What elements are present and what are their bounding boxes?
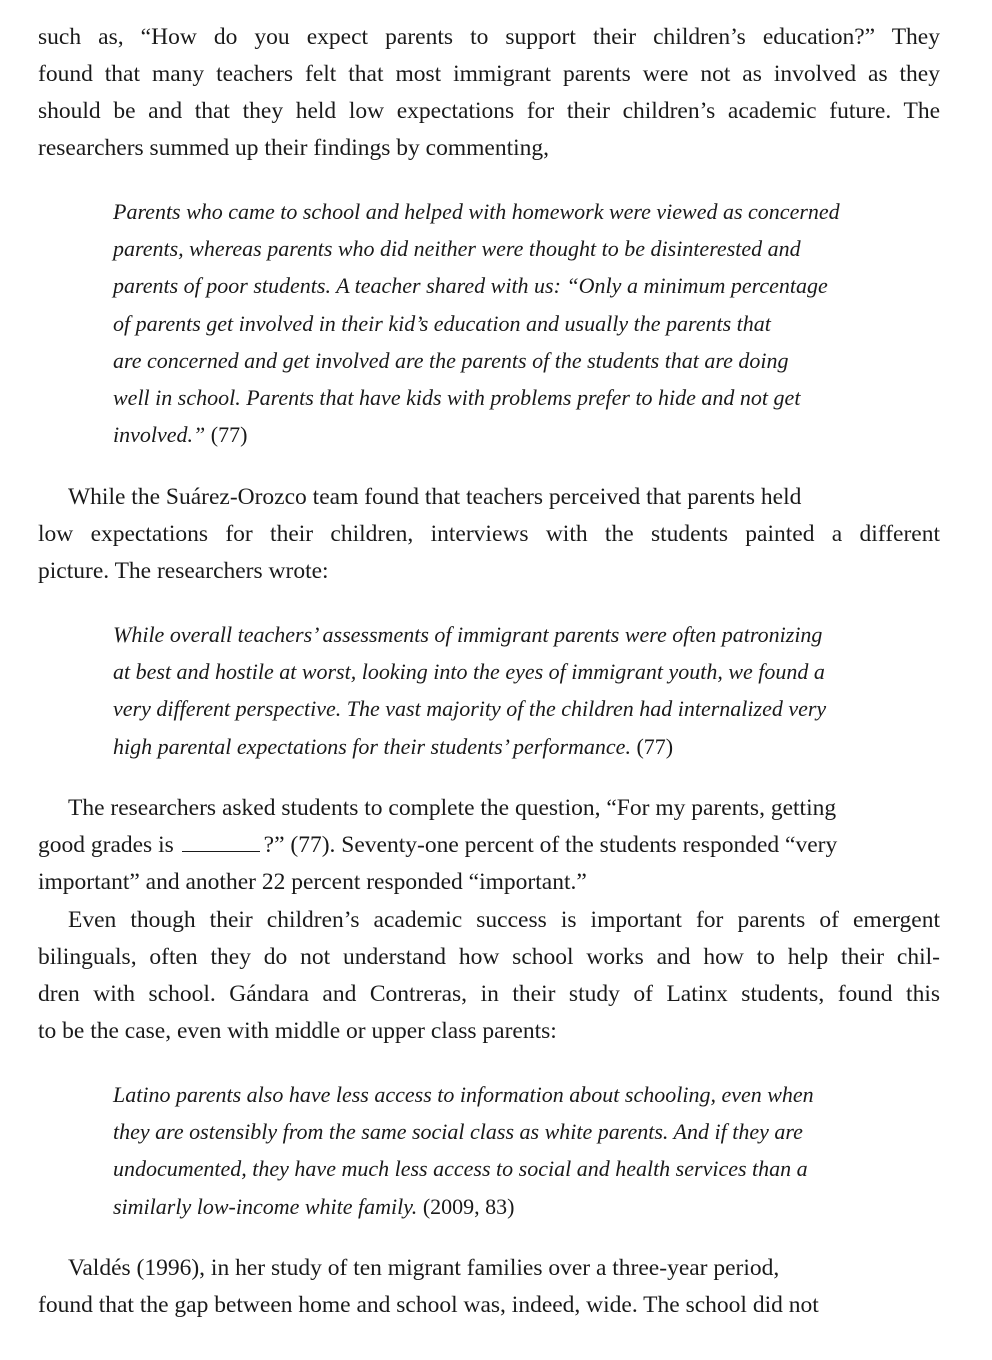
body-text-line: Even though their children’s academic success is important for parents of emergent [68,907,940,933]
body-text-line: found that many teachers felt that most immigrant parents were not as involved as they [38,61,940,87]
block-quote-line: are concerned and get involved are the parents of the students that are doing [113,348,789,373]
body-text-line: The researchers asked students to complete the question, “For my parents, getting [68,795,837,821]
body-text-line: should be and that they held low expectations for their children’s academic future. The [38,98,940,124]
body-text-line: bilinguals, often they do not understand how school works and how to help their chil- [38,944,940,970]
quote-text: high parental expectations for their students’ performance. [113,734,631,759]
block-quote-line: Parents who came to school and helped with homework were viewed as concerned [113,199,840,224]
block-quote-line: well in school. Parents that have kids with problems prefer to hide and not get [113,385,801,410]
body-text-line: low expectations for their children, interviews with the students painted a different [38,521,940,547]
block-quote-line: they are ostensibly from the same social class as white parents. And if they are [113,1119,803,1144]
body-text-line: found that the gap between home and school was, indeed, wide. The school did not [38,1292,819,1318]
block-quote-line: parents of poor students. A teacher shared with us: “Only a minimum percentage [113,273,828,298]
citation: (77) [205,422,248,447]
block-quote-line [113,728,673,765]
body-text-line: picture. The researchers wrote: [38,558,329,584]
block-quote-line: undocumented, they have much less access to social and health services than a [113,1156,808,1181]
citation: (77) [630,734,674,759]
body-text-line: to be the case, even with middle or upper class parents: [38,1018,557,1044]
quote-text: involved.” [113,422,206,447]
fill-in-blank [182,831,260,852]
body-text-line [38,827,837,864]
body-text-line: important” and another 22 percent responded “important.” [38,869,587,895]
block-quote-line [113,416,247,453]
block-quote-line: very different perspective. The vast majority of the children had internalized very [113,696,827,721]
block-quote-line [113,1188,514,1225]
body-text-line: Valdés (1996), in her study of ten migrant families over a three-year period, [68,1255,780,1281]
body-text-line: such as, “How do you expect parents to support their children’s education?” They [38,24,940,50]
quote-text: similarly low-income white family. [113,1194,418,1219]
citation: (2009, 83) [417,1194,515,1219]
body-text-line: dren with school. Gándara and Contreras, in their study of Latinx students, found this [38,981,940,1007]
block-quote-line: of parents get involved in their kid’s education and usually the parents that [113,311,771,336]
body-text-line: researchers summed up their findings by commenting, [38,135,549,161]
block-quote-line: parents, whereas parents who did neither were thought to be disinterested and [113,236,801,261]
block-quote-line: Latino parents also have less access to information about schooling, even when [113,1082,814,1107]
block-quote-line: While overall teachers’ assessments of immigrant parents were often patronizing [113,622,823,647]
block-quote-line: at best and hostile at worst, looking into the eyes of immigrant youth, we found a [113,659,825,684]
body-text-line: While the Suárez-Orozco team found that teachers perceived that parents held [68,484,802,510]
text-fragment: ?” (77). Seventy-one percent of the students responded “very [263,832,838,858]
text-fragment: good grades is [38,832,174,858]
